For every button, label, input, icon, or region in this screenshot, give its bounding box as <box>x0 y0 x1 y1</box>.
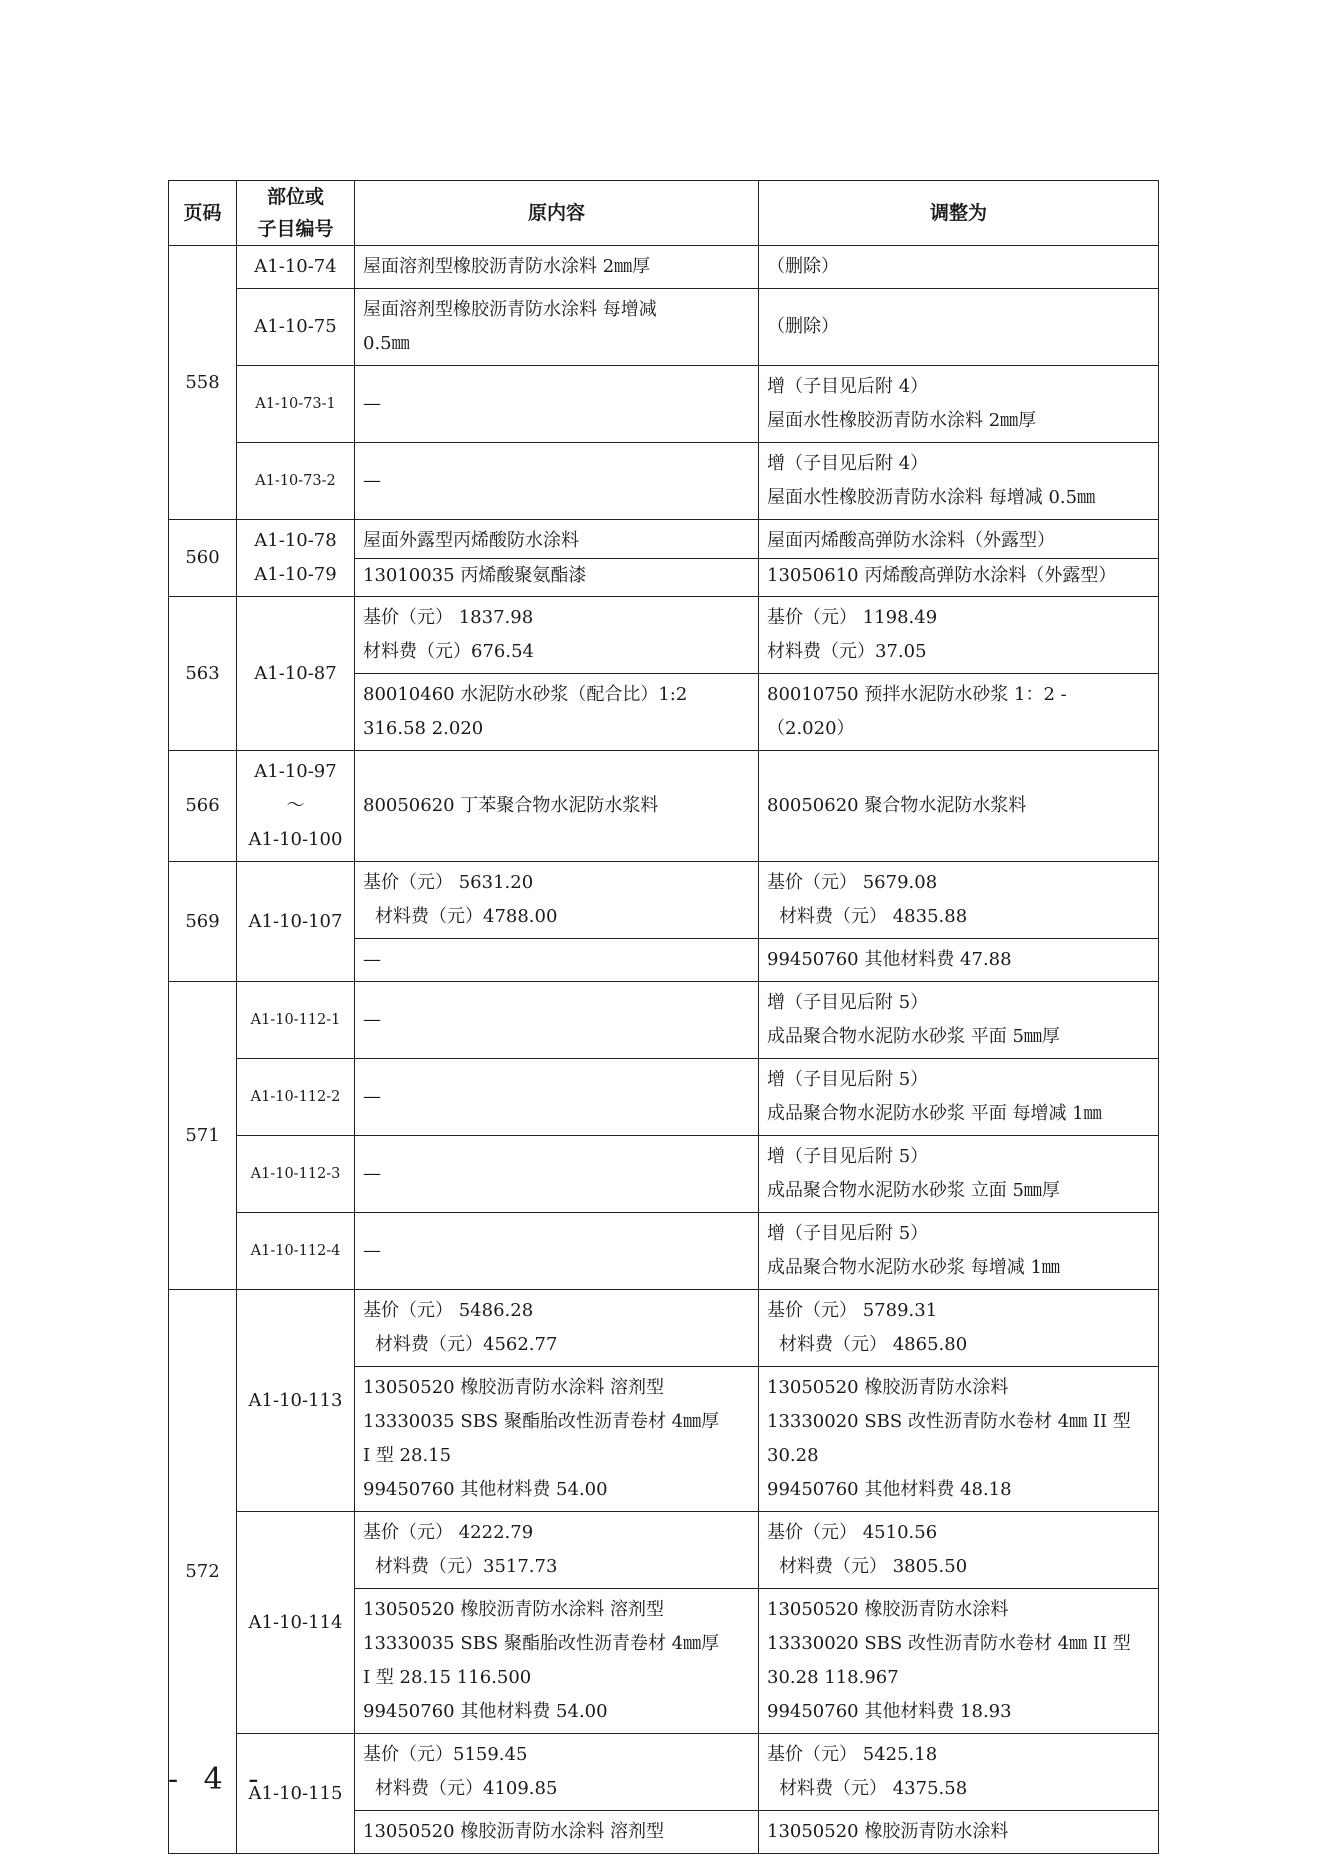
header-code-line2: 子目编号 <box>257 218 334 240</box>
text-line: 13330035 SBS 聚酯胎改性沥青卷材 4㎜厚 <box>363 1633 720 1654</box>
adjusted-cell <box>759 443 1159 520</box>
original-cell: — <box>355 1213 759 1290</box>
text-line: 30.28 <box>767 1445 819 1466</box>
adjusted-cell <box>759 1059 1159 1136</box>
text-line: 增（子目见后附 5） <box>767 1069 929 1090</box>
table-row <box>169 1512 1159 1589</box>
text-line: 成品聚合物水泥防水砂浆 每增减 1㎜ <box>767 1257 1060 1278</box>
table-row <box>169 1136 1159 1213</box>
table-row <box>169 1213 1159 1290</box>
text-line: 99450760 其他材料费 48.18 <box>767 1479 1012 1500</box>
text-line: 增（子目见后附 4） <box>767 376 929 397</box>
page-cell: 571 <box>169 982 237 1290</box>
text-line: 屋面外露型丙烯酸防水涂料 <box>355 524 758 559</box>
text-line: 屋面水性橡胶沥青防水涂料 每增减 0.5㎜ <box>767 487 1096 508</box>
text-line: （2.020） <box>767 718 855 739</box>
original-cell <box>355 1512 759 1589</box>
page-cell: 566 <box>169 751 237 862</box>
text-line: 基价（元） 5486.28 <box>363 1300 534 1321</box>
text-line: 0.5㎜ <box>363 333 410 354</box>
code-cell: A1-10-114 <box>237 1512 355 1734</box>
table-row <box>169 246 1159 289</box>
text-line: 基价（元） 4222.79 <box>363 1522 534 1543</box>
original-cell: — <box>355 1059 759 1136</box>
text-line: A1-10-78 <box>254 530 337 551</box>
code-cell: A1-10-73-1 <box>237 366 355 443</box>
text-line: 30.28 118.967 <box>767 1667 899 1688</box>
original-cell: 屋面溶剂型橡胶沥青防水涂料 2㎜厚 <box>355 246 759 289</box>
text-line: 屋面水性橡胶沥青防水涂料 2㎜厚 <box>767 410 1037 431</box>
text-line: 99450760 其他材料费 54.00 <box>363 1479 608 1500</box>
text-line: 材料费（元）4109.85 <box>375 1778 558 1799</box>
text-line: 80010460 水泥防水砂浆（配合比）1:2 <box>363 684 688 705</box>
original-cell: — <box>355 443 759 520</box>
table-row <box>169 1059 1159 1136</box>
text-line: 基价（元） 1198.49 <box>767 607 938 628</box>
text-line: 13050520 橡胶沥青防水涂料 <box>767 1377 1009 1398</box>
code-cell: A1-10-75 <box>237 289 355 366</box>
original-cell <box>355 1589 759 1734</box>
code-cell: A1-10-87 <box>237 597 355 751</box>
adjusted-cell <box>759 1589 1159 1734</box>
header-code-line1: 部位或 <box>266 186 324 208</box>
header-page: 页码 <box>169 181 237 246</box>
text-line: 材料费（元） 4375.58 <box>779 1778 968 1799</box>
original-cell <box>355 1367 759 1512</box>
code-cell: A1-10-112-4 <box>237 1213 355 1290</box>
text-line: 成品聚合物水泥防水砂浆 平面 每增减 1㎜ <box>767 1103 1102 1124</box>
table-row <box>169 1290 1159 1367</box>
adjusted-cell <box>759 982 1159 1059</box>
text-line: 增（子目见后附 4） <box>767 453 929 474</box>
original-cell <box>355 862 759 939</box>
code-cell: A1-10-115 <box>237 1734 355 1854</box>
text-line: A1-10-79 <box>254 564 337 585</box>
adjusted-cell: （删除） <box>759 289 1159 366</box>
table-row <box>169 751 1159 862</box>
table-header-row <box>169 181 1159 246</box>
table-row <box>169 443 1159 520</box>
text-line: 13330035 SBS 聚酯胎改性沥青卷材 4㎜厚 <box>363 1411 720 1432</box>
original-cell <box>355 1290 759 1367</box>
table-row <box>169 366 1159 443</box>
original-cell <box>355 597 759 674</box>
text-line: 13330020 SBS 改性沥青防水卷材 4㎜ II 型 <box>767 1633 1131 1654</box>
original-cell: — <box>355 366 759 443</box>
text-line: 成品聚合物水泥防水砂浆 平面 5㎜厚 <box>767 1026 1060 1047</box>
adjusted-cell <box>759 1512 1159 1589</box>
table-row <box>169 597 1159 674</box>
original-cell: 13050520 橡胶沥青防水涂料 溶剂型 <box>355 1811 759 1854</box>
original-cell <box>355 289 759 366</box>
text-line: 13010035 丙烯酸聚氨酯漆 <box>363 564 587 586</box>
table-row <box>169 520 1159 597</box>
adjusted-cell <box>759 520 1159 597</box>
text-line: 13330020 SBS 改性沥青防水卷材 4㎜ II 型 <box>767 1411 1131 1432</box>
code-cell: A1-10-112-3 <box>237 1136 355 1213</box>
text-line: I 型 28.15 <box>363 1445 452 1466</box>
code-cell: A1-10-113 <box>237 1290 355 1512</box>
text-line: 屋面溶剂型橡胶沥青防水涂料 每增减 <box>363 299 657 320</box>
text-line: 增（子目见后附 5） <box>767 1223 929 1244</box>
header-code <box>237 181 355 246</box>
adjusted-cell: 13050520 橡胶沥青防水涂料 <box>759 1811 1159 1854</box>
table-row <box>169 982 1159 1059</box>
adjusted-cell: 99450760 其他材料费 47.88 <box>759 939 1159 982</box>
code-cell: A1-10-112-1 <box>237 982 355 1059</box>
page-cell: 560 <box>169 520 237 597</box>
page-cell: 563 <box>169 597 237 751</box>
text-line: 材料费（元） 3805.50 <box>779 1556 968 1577</box>
text-line: I 型 28.15 116.500 <box>363 1667 532 1688</box>
original-cell: — <box>355 1136 759 1213</box>
text-line: 316.58 2.020 <box>363 718 484 739</box>
text-line: A1-10-100 <box>248 829 343 850</box>
adjusted-cell <box>759 597 1159 674</box>
text-line: 材料费（元）676.54 <box>363 641 534 662</box>
text-line: 13050610 丙烯酸高弹防水涂料（外露型） <box>767 564 1117 586</box>
text-line: 基价（元）5159.45 <box>363 1744 528 1765</box>
text-line: 13050520 橡胶沥青防水涂料 <box>767 1599 1009 1620</box>
text-line: 材料费（元） 4865.80 <box>779 1334 968 1355</box>
correction-table <box>168 180 1159 1854</box>
text-line: 基价（元） 1837.98 <box>363 607 534 628</box>
text-line: A1-10-97 <box>254 761 337 782</box>
text-line: 增（子目见后附 5） <box>767 992 929 1013</box>
page-cell: 569 <box>169 862 237 982</box>
original-cell: 80050620 丁苯聚合物水泥防水浆料 <box>355 751 759 862</box>
adjusted-cell <box>759 1136 1159 1213</box>
text-line: 增（子目见后附 5） <box>767 1146 929 1167</box>
original-cell <box>355 520 759 597</box>
text-line: 材料费（元）37.05 <box>767 641 927 662</box>
text-line: 13050520 橡胶沥青防水涂料 溶剂型 <box>363 1377 665 1398</box>
text-line: 成品聚合物水泥防水砂浆 立面 5㎜厚 <box>767 1180 1060 1201</box>
original-cell: — <box>355 982 759 1059</box>
text-line: 材料费（元）4562.77 <box>375 1334 558 1355</box>
table-row <box>169 289 1159 366</box>
original-cell <box>355 1734 759 1811</box>
page-number: - 4 - <box>168 1762 267 1797</box>
adjusted-cell <box>759 1734 1159 1811</box>
text-line: ～ <box>286 795 305 816</box>
text-line: 屋面丙烯酸高弹防水涂料（外露型） <box>759 524 1158 559</box>
text-line: 99450760 其他材料费 18.93 <box>767 1701 1012 1722</box>
text-line: 基价（元） 4510.56 <box>767 1522 938 1543</box>
adjusted-cell <box>759 1290 1159 1367</box>
page-cell: 558 <box>169 246 237 520</box>
original-cell: — <box>355 939 759 982</box>
header-original: 原内容 <box>355 181 759 246</box>
adjusted-cell <box>759 366 1159 443</box>
text-line: 基价（元） 5789.31 <box>767 1300 938 1321</box>
text-line: 80010750 预拌水泥防水砂浆 1：2 - <box>767 684 1067 705</box>
text-line: 99450760 其他材料费 54.00 <box>363 1701 608 1722</box>
code-cell <box>237 751 355 862</box>
text-line: 基价（元） 5631.20 <box>363 872 534 893</box>
code-cell: A1-10-107 <box>237 862 355 982</box>
code-cell: A1-10-73-2 <box>237 443 355 520</box>
adjusted-cell <box>759 674 1159 751</box>
text-line: 13050520 橡胶沥青防水涂料 溶剂型 <box>363 1599 665 1620</box>
adjusted-cell <box>759 862 1159 939</box>
table-row <box>169 862 1159 939</box>
adjusted-cell: 80050620 聚合物水泥防水浆料 <box>759 751 1159 862</box>
original-cell <box>355 674 759 751</box>
adjusted-cell: （删除） <box>759 246 1159 289</box>
text-line: 材料费（元）4788.00 <box>375 906 558 927</box>
code-cell: A1-10-74 <box>237 246 355 289</box>
adjusted-cell <box>759 1367 1159 1512</box>
text-line: 材料费（元） 4835.88 <box>779 906 968 927</box>
code-cell: A1-10-112-2 <box>237 1059 355 1136</box>
code-cell <box>237 520 355 597</box>
adjusted-cell <box>759 1213 1159 1290</box>
text-line: 材料费（元）3517.73 <box>375 1556 558 1577</box>
header-adjusted: 调整为 <box>759 181 1159 246</box>
page-cell: 572 <box>169 1290 237 1854</box>
table-row <box>169 1734 1159 1811</box>
text-line: 基价（元） 5679.08 <box>767 872 938 893</box>
text-line: 基价（元） 5425.18 <box>767 1744 938 1765</box>
